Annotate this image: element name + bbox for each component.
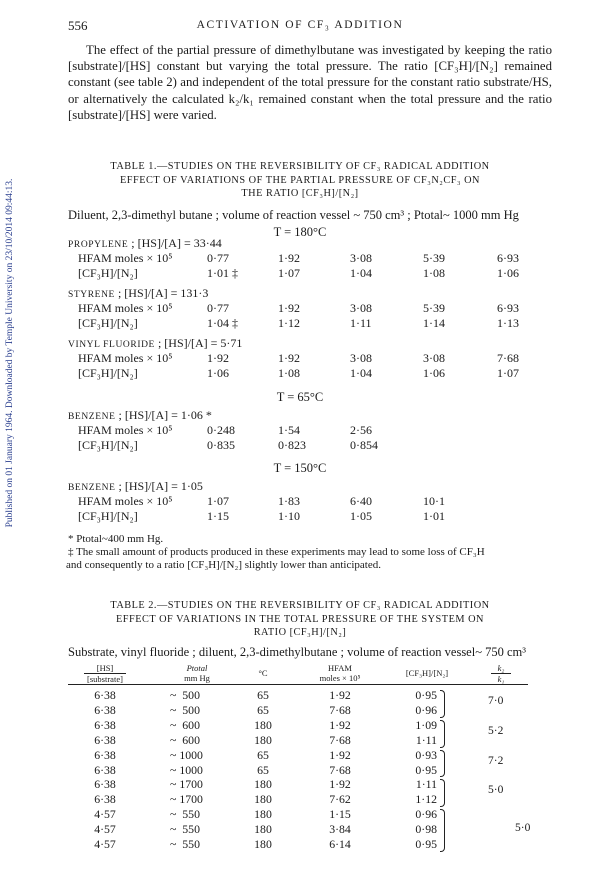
table-cell: 1·10	[278, 509, 300, 523]
table-cell: ~ 1000	[170, 762, 203, 777]
table-cell: 6·38	[94, 732, 116, 747]
table-cell: 1·07	[278, 266, 300, 280]
section-separator: ;	[154, 336, 165, 350]
table-cell: 1·13	[497, 316, 519, 330]
table-cell: 1·04	[350, 266, 372, 280]
table-cell: 6·38	[94, 702, 116, 717]
group-brace	[440, 779, 445, 807]
table-cell: 6·93	[497, 301, 519, 315]
table1-section-header	[68, 236, 222, 251]
row-label: [CF₃H]/[N₂]	[78, 438, 138, 452]
table-cell: 1·92	[329, 717, 351, 732]
table-cell: 6·40	[350, 494, 372, 508]
group-brace	[440, 750, 445, 778]
table-cell: 1·05	[350, 509, 372, 523]
table-cell: 1·15	[329, 807, 351, 822]
page-number: 556	[68, 18, 88, 33]
table-cell: 1·92	[278, 351, 300, 365]
table-cell: 1·92	[329, 777, 351, 792]
table-cell: 7·62	[329, 792, 351, 807]
table-cell: 1·11	[350, 316, 372, 330]
table-cell: 0·93	[415, 747, 437, 762]
table-row	[0, 423, 600, 438]
table1-temp-150: T = 150°C	[273, 461, 327, 475]
table1-section-header	[68, 336, 242, 351]
table-cell: 6·93	[497, 251, 519, 265]
table-cell: 1·92	[207, 351, 229, 365]
table-cell: ~ 1700	[170, 777, 203, 792]
table-cell: 0·77	[207, 301, 229, 315]
table2-conditions: Substrate, vinyl fluoride ; diluent, 2,3-dimethylbutane ; volume of reaction vessel~ 750 cm³	[68, 645, 526, 659]
download-watermark: Published on 01 January 1964. Downloaded by Temple University on 23/10/2014 09:44:13.	[5, 178, 15, 528]
table-cell: 1·92	[329, 747, 351, 762]
substrate-name: STYRENE	[68, 290, 115, 300]
table1-conditions: Diluent, 2,3-dimethyl butane ; volume of reaction vessel ~ 750 cm³ ; Ptotal~ 1000 mm Hg	[68, 208, 519, 222]
table-cell: ~ 500	[170, 688, 200, 702]
substrate-name: BENZENE	[68, 483, 116, 493]
table-cell: 65	[257, 762, 269, 777]
table-cell: 0·823	[278, 438, 306, 452]
table-cell: 3·08	[350, 301, 372, 315]
table-cell: 6·38	[94, 717, 116, 732]
row-label: HFAM moles × 10⁵	[78, 423, 173, 437]
table-cell: 3·08	[423, 351, 445, 365]
table-cell: 0·96	[415, 807, 437, 822]
table-cell: 1·92	[278, 251, 300, 265]
table1-footnotes	[68, 533, 485, 572]
table-cell: 7·68	[329, 732, 351, 747]
hs-ratio: [HS]/[A] = 1·06 *	[124, 408, 212, 422]
table-cell: 1·04	[350, 366, 372, 380]
k-ratio-value: 5·2	[488, 724, 504, 737]
table-cell: 0·95	[415, 762, 437, 777]
table1-section-header	[68, 479, 203, 494]
table-cell: 0·98	[415, 822, 437, 837]
table-cell: 1·12	[278, 316, 300, 330]
table-row	[0, 266, 600, 281]
hs-ratio: [HS]/[A] = 33·44	[137, 236, 222, 250]
running-head: ACTIVATION OF CF₃ ADDITION	[196, 19, 404, 31]
footnote-ptotal: * Ptotal~400 mm Hg.	[68, 533, 164, 545]
hs-ratio: [HS]/[A] = 5·71	[164, 336, 243, 350]
table-cell: 1·11	[415, 777, 437, 792]
table-cell: 65	[257, 747, 269, 762]
substrate-name: PROPYLENE	[68, 240, 129, 250]
table-cell: 6·38	[94, 747, 116, 762]
footnote-products: ‡ The small amount of products produced in these experiments may lead to some loss of CF₃H	[68, 546, 485, 558]
table-cell: 1·01 ‡	[207, 266, 238, 280]
table-cell: 180	[254, 717, 272, 732]
table-cell: 0·95	[415, 837, 437, 851]
table-row	[0, 351, 600, 366]
group-brace	[440, 690, 445, 718]
hs-ratio: [HS]/[A] = 131·3	[124, 286, 209, 300]
row-label: [CF₃H]/[N₂]	[78, 366, 138, 380]
table-cell: 1·04 ‡	[207, 316, 238, 330]
table-cell: 3·84	[329, 822, 351, 837]
table-cell: 7·68	[329, 762, 351, 777]
table1-temp-180: T = 180°C	[273, 225, 327, 239]
table-row	[0, 251, 600, 266]
table-cell: ~ 550	[170, 837, 200, 851]
k-ratio-value: 7·0	[488, 694, 504, 707]
table-cell: 0·96	[415, 702, 437, 717]
table1-section-header	[68, 408, 212, 423]
table-cell: 0·248	[207, 423, 235, 437]
table-cell: 1·12	[415, 792, 437, 807]
table-cell: 1·09	[415, 717, 437, 732]
table-cell: 4·57	[94, 807, 116, 822]
table-cell: 4·57	[94, 837, 116, 851]
k-ratio-value: 5·0	[515, 821, 531, 834]
table-cell: 65	[257, 688, 269, 702]
table-cell: 10·1	[423, 494, 445, 508]
table2-header-rule	[68, 684, 528, 685]
table-cell: 0·835	[207, 438, 235, 452]
table-cell: ~ 1000	[170, 747, 203, 762]
k-ratio-value: 7·2	[488, 754, 504, 767]
table-cell: 1·11	[415, 732, 437, 747]
table-row	[0, 301, 600, 316]
table-cell: ~ 600	[170, 717, 200, 732]
section-separator: ;	[114, 286, 125, 300]
table-cell: ~ 600	[170, 732, 200, 747]
table-cell: ~ 500	[170, 702, 200, 717]
table-row	[0, 438, 600, 453]
table-cell: ~ 1700	[170, 792, 203, 807]
table-cell: 180	[254, 837, 272, 851]
table-cell: ~ 550	[170, 807, 200, 822]
row-label: [CF₃H]/[N₂]	[78, 509, 138, 523]
table-cell: 180	[254, 807, 272, 822]
table-cell: 3·08	[350, 251, 372, 265]
table-cell: 6·38	[94, 762, 116, 777]
section-separator: ;	[115, 408, 125, 422]
table-cell: 65	[257, 702, 269, 717]
table-cell: 180	[254, 732, 272, 747]
table-row	[0, 494, 600, 509]
table-cell: 3·08	[350, 351, 372, 365]
table-cell: ~ 550	[170, 822, 200, 837]
table-cell: 1·06	[207, 366, 229, 380]
k-ratio-value: 5·0	[488, 784, 504, 797]
table-cell: 1·07	[207, 494, 229, 508]
row-label: HFAM moles × 10⁵	[78, 351, 173, 365]
table-cell: 6·14	[329, 837, 351, 851]
table-cell: 1·15	[207, 509, 229, 523]
table-cell: 5·39	[423, 301, 445, 315]
page-header	[0, 18, 600, 36]
section-separator: ;	[128, 236, 138, 250]
row-label: HFAM moles × 10⁵	[78, 251, 173, 265]
substrate-name: BENZENE	[68, 412, 116, 422]
hs-ratio: [HS]/[A] = 1·05	[124, 479, 203, 493]
table-cell: 6·38	[94, 777, 116, 792]
table-cell: 1·08	[278, 366, 300, 380]
substrate-name: VINYL FLUORIDE	[68, 340, 155, 350]
table1-section-header	[68, 286, 208, 301]
table-cell: 1·06	[497, 266, 519, 280]
table-cell: 7·68	[497, 351, 519, 365]
row-label: HFAM moles × 10⁵	[78, 494, 173, 508]
table-cell: 1·14	[423, 316, 445, 330]
table-row	[0, 509, 600, 524]
table-cell: 1·92	[278, 301, 300, 315]
table-cell: 1·06	[423, 366, 445, 380]
intro-paragraph: The effect of the partial pressure of dimethylbutane was investigated by keeping the ratio [substrate]/[HS] constant but varying the total pressure. The ratio [CF₃H]/[N₂] remained constant (see table 2) and independent of the total pressure for the constant ratio substrate/HS, or alternatively the calculated k₂/k₁ remained constant when the total pressure and the ratio [substrate]/[HS] were varied.	[68, 43, 552, 122]
group-brace	[440, 720, 445, 748]
table-cell: 1·08	[423, 266, 445, 280]
table1-caption: TABLE 1.—STUDIES ON THE REVERSIBILITY OF CF₃ RADICAL ADDITION EFFECT OF VARIATIONS OF THE PARTIAL PRESSURE OF CF₃N₂CF₃ ON THE RATIO [CF₃H]/[N₂]	[110, 161, 490, 199]
row-label: HFAM moles × 10⁵	[78, 301, 173, 315]
row-label: [CF₃H]/[N₂]	[78, 266, 138, 280]
group-brace	[440, 809, 445, 852]
table-cell: 180	[254, 822, 272, 837]
table-cell: 0·95	[415, 688, 437, 702]
table-cell: 2·56	[350, 423, 372, 437]
table1-temp-65: T = 65°C	[276, 390, 324, 404]
table-cell: 0·854	[350, 438, 378, 452]
table-cell: 6·38	[94, 792, 116, 807]
table-cell: 180	[254, 777, 272, 792]
row-label: [CF₃H]/[N₂]	[78, 316, 138, 330]
table-cell: 5·39	[423, 251, 445, 265]
table-cell: 1·83	[278, 494, 300, 508]
table-cell: 1·54	[278, 423, 300, 437]
table-cell: 1·92	[329, 688, 351, 702]
section-separator: ;	[115, 479, 125, 493]
table-cell: 1·01	[423, 509, 445, 523]
table-cell: 7·68	[329, 702, 351, 717]
table-cell: 180	[254, 792, 272, 807]
table-cell: 0·77	[207, 251, 229, 265]
table-cell: 6·38	[94, 688, 116, 702]
table2-caption: TABLE 2.—STUDIES ON THE REVERSIBILITY OF CF₃ RADICAL ADDITION EFFECT OF VARIATIONS IN THE TOTAL PRESSURE OF THE SYSTEM ON RATIO [CF₃H]/[N₂]	[110, 600, 490, 638]
footnote-products-cont: and consequently to a ratio [CF₃H]/[N₂] slightly lower than anticipated.	[66, 559, 381, 571]
table-cell: 1·07	[497, 366, 519, 380]
table-row	[0, 366, 600, 381]
table-row	[0, 316, 600, 331]
table-cell: 4·57	[94, 822, 116, 837]
